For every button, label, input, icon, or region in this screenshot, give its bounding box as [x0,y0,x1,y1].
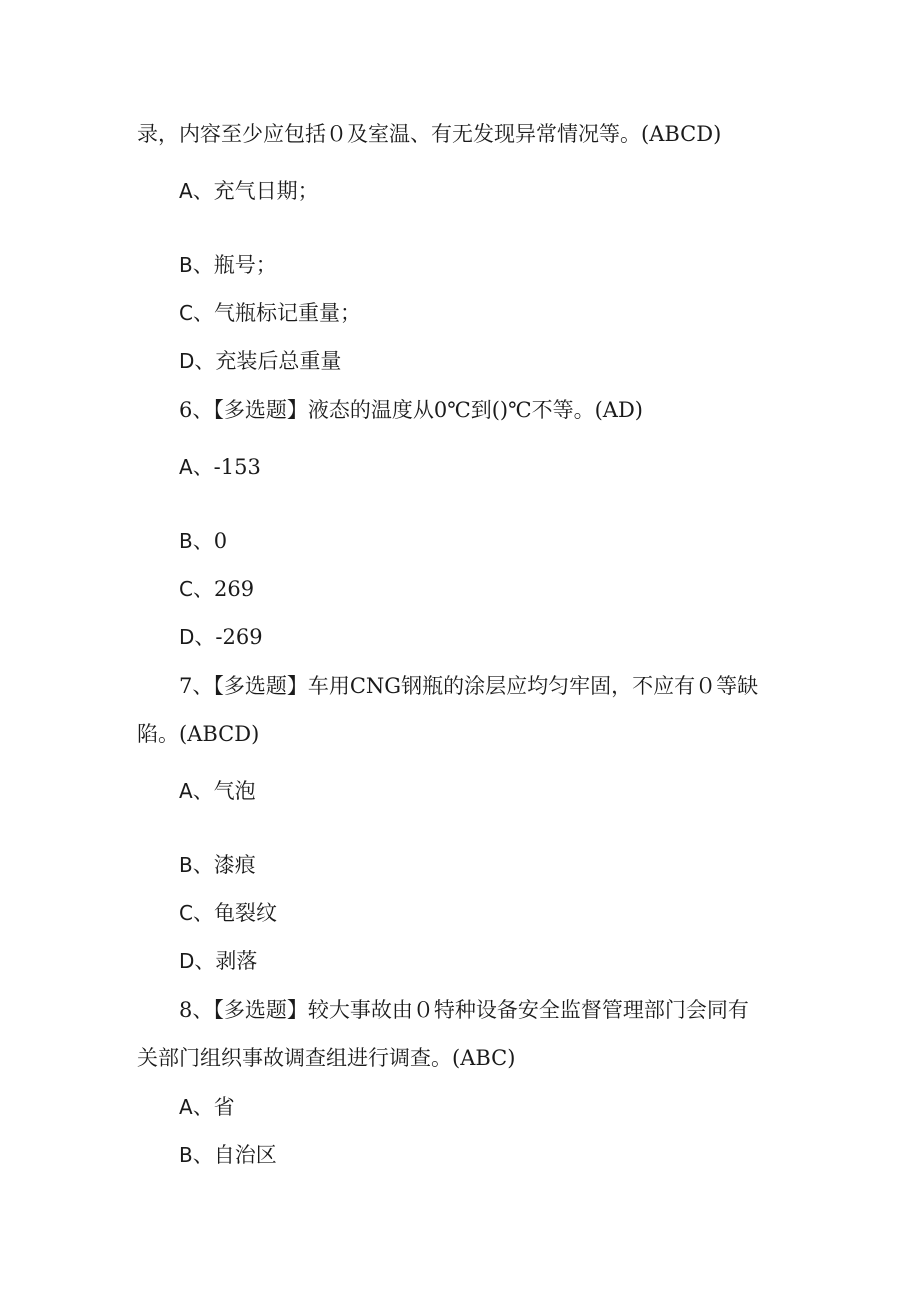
question-7-continuation [137,724,259,745]
option-letter: B [179,529,193,553]
option-letter: B [179,253,193,277]
question-7 [179,676,758,697]
option-letter: A [179,1095,193,1119]
option-b [179,531,227,552]
question-8-continuation [137,1048,515,1069]
option-a [179,181,319,202]
question-text: 8、【多选题】较大事故由０特种设备安全监督管理部门会同有 [179,998,749,1022]
option-letter: D [179,625,195,649]
option-b [179,855,256,876]
option-text: 、龟裂纹 [192,901,277,925]
option-letter: C [179,901,193,925]
option-text: 、充气日期； [192,179,319,203]
option-d [179,627,263,648]
question-text: 关部门组织事故调查组进行调查。(ABC) [137,1046,516,1070]
option-text: 、气瓶标记重量； [192,301,361,325]
option-letter: C [179,577,193,601]
option-text: 、瓶号； [192,253,277,277]
option-d [179,351,341,372]
option-text: 、-269 [194,625,263,649]
question-text: 6、【多选题】液态的温度从0℃到()℃不等。(AD) [179,398,643,422]
option-text: 、省 [192,1095,235,1119]
option-text: 、269 [192,577,255,601]
option-c [179,903,277,924]
option-a [179,457,261,478]
option-letter: A [179,179,193,203]
question-text: 7、【多选题】车用CNG钢瓶的涂层应均匀牢固，不应有０等缺 [179,674,759,698]
question-5-continuation [137,124,721,145]
question-6 [179,400,643,421]
option-letter: B [179,1143,193,1167]
question-text: 录，内容至少应包括０及室温、有无发现异常情况等。(ABCD) [137,122,722,146]
option-letter: B [179,853,193,877]
option-text: 、充装后总重量 [194,349,342,373]
option-letter: A [179,455,193,479]
option-letter: A [179,779,193,803]
option-c [179,579,254,600]
option-letter: D [179,349,195,373]
option-letter: D [179,949,195,973]
option-letter: C [179,301,193,325]
option-text: 、漆痕 [192,853,256,877]
option-text: 、0 [192,529,228,553]
option-b [179,1145,277,1166]
option-text: 、气泡 [192,779,256,803]
option-a [179,1097,235,1118]
question-8 [179,1000,749,1021]
option-a [179,781,256,802]
option-d [179,951,257,972]
option-c [179,303,361,324]
option-b [179,255,277,276]
question-text: 陷。(ABCD) [137,722,260,746]
option-text: 、-153 [192,455,261,479]
option-text: 、剥落 [194,949,258,973]
option-text: 、自治区 [192,1143,277,1167]
